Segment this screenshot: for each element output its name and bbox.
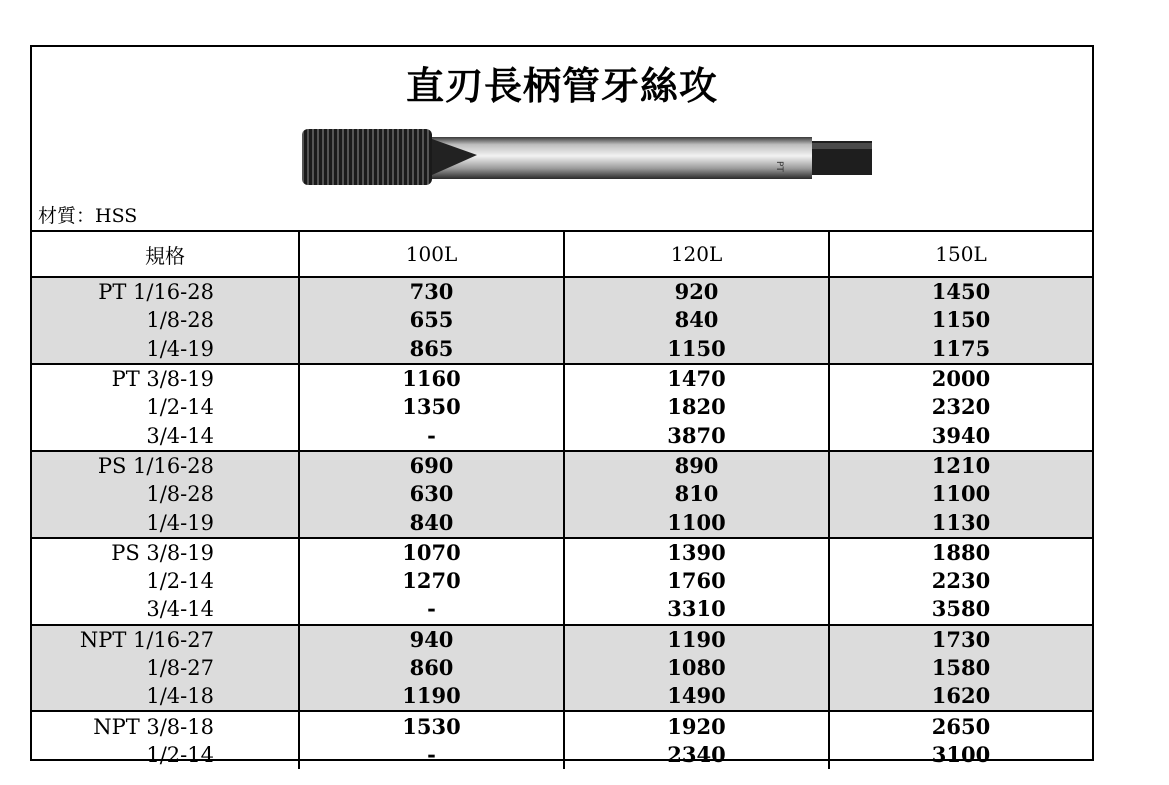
tap-tool-image [272,125,872,191]
price-150l-cell: 1100 [829,480,1092,508]
price-150l-cell: 2320 [829,393,1092,421]
price-100l-cell: - [299,595,564,624]
price-100l-cell: - [299,741,564,769]
price-100l-cell: 865 [299,335,564,364]
table-row [32,480,1092,508]
table-row [32,741,1092,769]
price-150l-cell: 1175 [829,335,1092,364]
spec-cell: 1/4-19 [32,335,299,364]
header-spec: 規格 [32,231,299,277]
spec-cell: 1/2-14 [146,395,214,420]
price-150l-cell: 3580 [829,595,1092,624]
price-150l-cell: 3940 [829,421,1092,450]
price-100l-cell: 1270 [299,567,564,595]
price-150l-cell: 2000 [829,364,1092,393]
price-120l-cell: 840 [564,306,829,334]
price-150l-cell: 1580 [829,654,1092,682]
table-row [32,654,1092,682]
price-table-body [32,277,1092,769]
table-row [32,682,1092,711]
table-row [32,421,1092,450]
table-row [32,711,1092,740]
price-100l-cell: 655 [299,306,564,334]
price-120l-cell: 1390 [564,538,829,567]
spec-cell: 3/4-14 [146,597,214,622]
price-150l-cell: 1130 [829,508,1092,537]
price-100l-cell: 730 [299,277,564,306]
price-100l-cell: 1160 [299,364,564,393]
price-100l-cell: 1350 [299,393,564,421]
table-row [32,595,1092,624]
price-100l-cell: 860 [299,654,564,682]
price-120l-cell: 1470 [564,364,829,393]
price-100l-cell: 940 [299,625,564,654]
spec-cell: 1/8-28 [32,306,299,334]
spec-cell: 1/8-27 [32,654,299,682]
spec-cell: PT 1/16-28 [32,277,299,306]
spec-cell: 1/4-19 [32,508,299,537]
price-120l-cell: 3310 [564,595,829,624]
table-row [32,393,1092,421]
price-100l-cell: - [299,421,564,450]
price-150l-cell: 1150 [829,306,1092,334]
header-100l: 100L [299,231,564,277]
price-120l-cell: 1100 [564,508,829,537]
price-150l-cell: 3100 [829,741,1092,769]
table-row [32,335,1092,364]
price-120l-cell: 1080 [564,654,829,682]
spec-cell: PS 3/8-19 [111,540,214,565]
price-120l-cell: 3870 [564,421,829,450]
price-100l-cell: 1190 [299,682,564,711]
price-120l-cell: 2340 [564,741,829,769]
price-120l-cell: 810 [564,480,829,508]
header-120l: 120L [564,231,829,277]
svg-text:PT: PT [774,161,784,172]
page-title: 直刃長柄管牙絲攻 [405,63,718,108]
price-150l-cell: 2230 [829,567,1092,595]
price-120l-cell: 1920 [564,711,829,740]
table-row [32,306,1092,334]
price-150l-cell: 2650 [829,711,1092,740]
price-120l-cell: 1150 [564,335,829,364]
price-120l-cell: 890 [564,451,829,480]
price-120l-cell: 1490 [564,682,829,711]
price-120l-cell: 1820 [564,393,829,421]
spec-cell: PS 1/16-28 [32,451,299,480]
price-120l-cell: 920 [564,277,829,306]
spec-cell: NPT 1/16-27 [32,625,299,654]
table-row [32,508,1092,537]
spec-cell: PT 3/8-19 [111,367,214,392]
spec-cell: NPT 3/8-18 [93,714,214,739]
price-table [32,230,1092,769]
price-150l-cell: 1730 [829,625,1092,654]
table-row [32,567,1092,595]
material-label: 材質：HSS [38,205,138,227]
price-120l-cell: 1760 [564,567,829,595]
price-100l-cell: 840 [299,508,564,537]
spec-cell: 1/4-18 [32,682,299,711]
spec-cell: 1/2-14 [146,569,214,594]
table-row [32,364,1092,393]
table-row [32,538,1092,567]
table-row [32,625,1092,654]
table-row [32,277,1092,306]
price-100l-cell: 1070 [299,538,564,567]
price-150l-cell: 1880 [829,538,1092,567]
price-100l-cell: 690 [299,451,564,480]
price-100l-cell: 630 [299,480,564,508]
catalog-frame [30,45,1094,767]
price-150l-cell: 1620 [829,682,1092,711]
header-row [32,231,1092,277]
header-150l: 150L [829,231,1092,277]
price-120l-cell: 1190 [564,625,829,654]
price-150l-cell: 1450 [829,277,1092,306]
price-150l-cell: 1210 [829,451,1092,480]
spec-cell: 3/4-14 [146,423,214,448]
spec-cell: 1/8-28 [32,480,299,508]
spec-cell: 1/2-14 [146,742,214,767]
price-100l-cell: 1530 [299,711,564,740]
table-row [32,451,1092,480]
